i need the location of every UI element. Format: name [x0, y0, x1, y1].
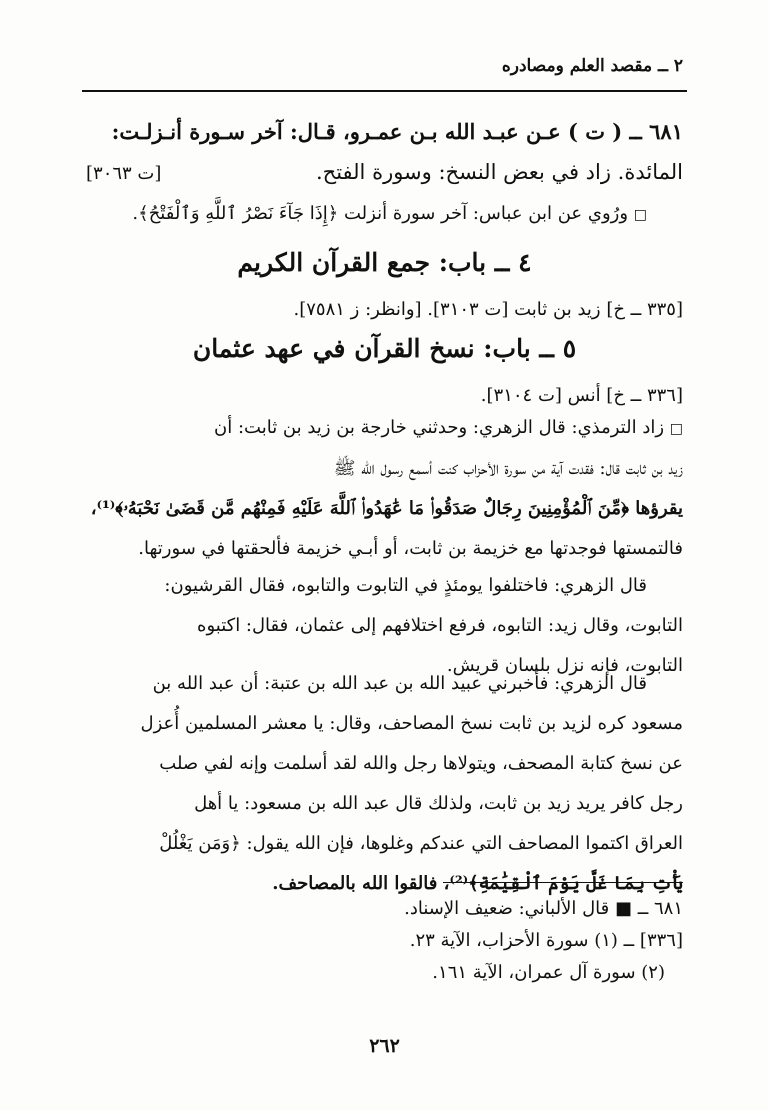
footnote-item: (٢) سورة آل عمران، الآية ١٦١. [432, 962, 665, 983]
paragraph-line: قال الزهري: فاختلفوا يومئذٍ في التابوت والتابوه، فقال القرشيون: [164, 575, 647, 596]
paragraph-line: قال الزهري: فأخبرني عبيد الله بن عبد الله بن عتبة: أن عبد الله بن [152, 673, 647, 694]
page-number: ٢٦٢ [369, 1035, 400, 1057]
paragraph-line: □ زاد الترمذي: قال الزهري: وحدثني خارجة بن زيد بن ثابت: أن [214, 417, 683, 438]
chapter-5-reference: [٣٣٦ ــ خ] أنس [ت ٣١٠٤]. [480, 385, 683, 406]
footnote-separator [443, 882, 683, 883]
footnote-item: ٦٨١ ــ ■ قال الألباني: ضعيف الإسناد. [404, 898, 683, 919]
hadith-681-addition: المائدة. زاد في بعض النسخ: وسورة الفتح. [315, 160, 683, 184]
hadith-681-ibn-abbas-line [86, 194, 683, 235]
paragraph-line: عن نسخ كتابة المصحف، ويتولاها رجل والله لقد أسلمت وإنه لفي صلب [159, 753, 683, 774]
chapter-5 [86, 326, 683, 416]
chapter-4-title: ٤ ــ باب: جمع القرآن الكريم [237, 248, 532, 277]
hadith-681-reference: [ت ٣٠٦٣] [86, 163, 162, 184]
paragraph-line: فالتمستها فوجدتها مع خزيمة بن ثابت، أو أبـي خزيمة فألحقتها في سورتها. [138, 538, 683, 559]
paragraph-ibn-masud [86, 664, 683, 904]
footnotes [86, 893, 683, 989]
hadith-681-ibn-abbas-text: ورُوي عن ابن عباس: آخر سورة أنزلت ﴿إِذَا جَآءَ نَصْرُ ٱللَّهِ وَٱلْفَتْحُ﴾. [132, 203, 629, 224]
square-marker-icon: □ [633, 207, 647, 223]
header-rule [82, 90, 687, 92]
hadith-681-opening-line: ٦٨١ ــ ( ت ) عـن عبـد الله بـن عمـرو، قـال: آخر سـورة أنـزلـت: [111, 119, 683, 144]
paragraph-line: التابوت، وقال زيد: التابوه، فرفع اختلافهم إلى عثمان، فقال: اكتبوه [197, 615, 683, 636]
paragraph-line: زيد بن ثابت قال: فقدت آية من سورة الأحزاب كنت أسمع رسول الله ﷺ [333, 458, 683, 479]
footnote-item: [٣٣٦] ــ (١) سورة الأحزاب، الآية ٢٣. [409, 930, 683, 951]
paragraph-line: العراق اكتموا المصاحف التي عندكم وغلوها، فإن الله يقول: ﴿وَمَن يَغْلُلْ [159, 833, 683, 854]
paragraph-tirmidhi-addition [86, 408, 683, 569]
running-header: ٢ ــ مقصد العلم ومصادره [501, 56, 683, 76]
hadith-681 [86, 112, 683, 235]
paragraph-line: التابوت، فإنه نزل بلسان قريش. [446, 655, 683, 676]
paragraph-line: رجل كافر يريد زيد بن ثابت، ولذلك قال عبد الله بن مسعود: يا أهل [194, 793, 683, 814]
paragraph-line-quran: يقرؤها ﴿مِّنَ ٱلْمُؤْمِنِينَ رِجَالٌ صَدَقُوا۟ مَا عَٰهَدُوا۟ ٱللَّهَ عَلَيْهِ فَمِنْهُم مَّن قَضَىٰ نَحْبَهُۥ﴾⁽¹⁾، [90, 498, 683, 519]
hadith-681-second-line [86, 152, 683, 194]
chapter-4-reference: [٣٣٥ ــ خ] زيد بن ثابت [ت ٣١٠٣]. [وانظر: ز ٧٥٨١]. [293, 299, 683, 320]
paragraph-line: مسعود كره لزيد بن ثابت نسخ المصاحف، وقال: يا معشر المسلمين أُعزل [140, 713, 683, 734]
chapter-5-title: ٥ ــ باب: نسخ القرآن في عهد عثمان [192, 334, 577, 363]
chapter-4 [86, 240, 683, 330]
paragraph-line-quran: يَأْتِ بِمَا غَلَّ يَوْمَ ٱلْقِيَٰمَةِ﴾⁽²⁾، فالقوا الله بالمصاحف. [272, 873, 683, 894]
square-marker-icon: □ [669, 421, 683, 437]
